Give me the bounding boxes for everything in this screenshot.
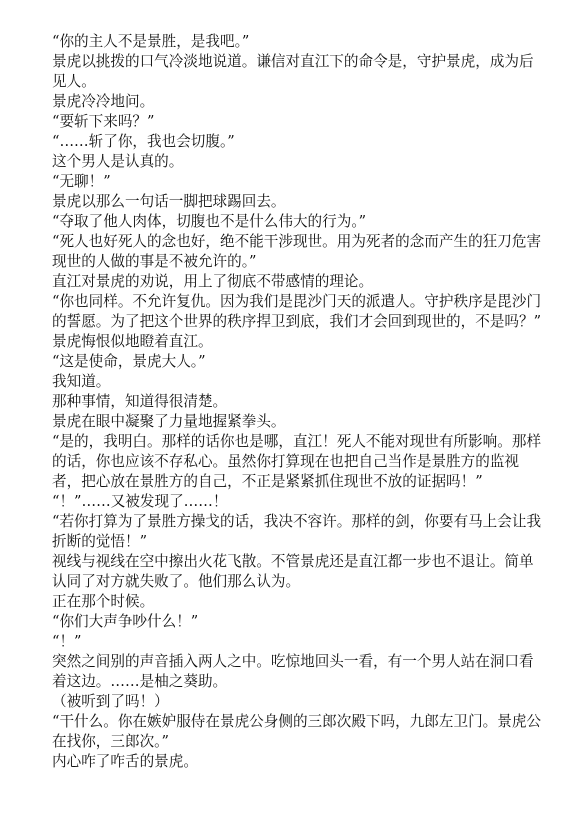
- paragraph: 景虎悔恨似地瞪着直江。: [52, 333, 213, 350]
- paragraph: 景虎以那么一句话一脚把球踢回去。: [52, 193, 286, 210]
- paragraph: “！”: [52, 633, 82, 650]
- paragraph: “无聊！”: [52, 173, 111, 190]
- paragraph: 突然之间别的声音插入两人之中。吃惊地回头一看，有一个男人站在洞口看着这边。……是柚之葵助。: [52, 653, 534, 690]
- paragraph: “夺取了他人肉体，切腹也不是什么伟大的行为。”: [52, 213, 367, 230]
- paragraph: 视线与视线在空中擦出火花飞散。不管景虎还是直江都一步也不退让。简单认同了对方就失败了。他们那么认为。: [52, 553, 534, 590]
- paragraph: 景虎冷冷地问。: [52, 93, 155, 110]
- paragraph: “是的，我明白。那样的话你也是哪，直江！死人不能对现世有所影响。那样的话，你也应该不存私心。虽然你打算现在也把自己当作是景胜方的监视者，把心放在景胜方的自己，不正是紧紧抓住现世不放的证据吗！”: [52, 433, 542, 490]
- paragraph: 景虎以挑拨的口气冷淡地说道。谦信对直江下的命令是，守护景虎，成为后见人。: [52, 53, 534, 90]
- paragraph: “死人也好死人的念也好，绝不能干涉现世。用为死者的念而产生的狂刀危害现世的人做的事是不被允许的。”: [52, 233, 542, 270]
- paragraph: 正在那个时候。: [52, 593, 155, 610]
- document-page: [52, 32, 542, 772]
- paragraph: “若你打算为了景胜方操戈的话，我决不容许。那样的剑，你要有马上会让我折断的觉悟！”: [52, 513, 542, 550]
- paragraph: 我知道。: [52, 373, 111, 390]
- paragraph: “！”……又被发现了……！: [52, 493, 228, 510]
- paragraph: “你的主人不是景胜，是我吧。”: [52, 33, 250, 50]
- paragraph: “……斩了你，我也会切腹。”: [52, 133, 235, 150]
- paragraph: “这是使命，景虎大人。”: [52, 353, 206, 370]
- paragraph: “要斩下来吗？”: [52, 113, 155, 130]
- paragraph: 景虎在眼中凝聚了力量地握紧拳头。: [52, 413, 286, 430]
- paragraph: “干什么。你在嫉妒服侍在景虎公身侧的三郎次殿下吗，九郎左卫门。景虎公在找你，三郎次。”: [52, 713, 542, 750]
- paragraph: （被听到了吗！）: [52, 693, 169, 710]
- paragraph: “你也同样。不允许复仇。因为我们是毘沙门天的派遣人。守护秩序是毘沙门的誓愿。为了把这个世界的秩序捍卫到底，我们才会回到现世的，不是吗？”: [52, 293, 542, 330]
- paragraph: “你们大声争吵什么！”: [52, 613, 199, 630]
- paragraph: 这个男人是认真的。: [52, 153, 184, 170]
- paragraph: 直江对景虎的劝说，用上了彻底不带感情的理论。: [52, 273, 374, 290]
- paragraph: 那种事情，知道得很清楚。: [52, 393, 228, 410]
- paragraph: 内心咋了咋舌的景虎。: [52, 753, 198, 770]
